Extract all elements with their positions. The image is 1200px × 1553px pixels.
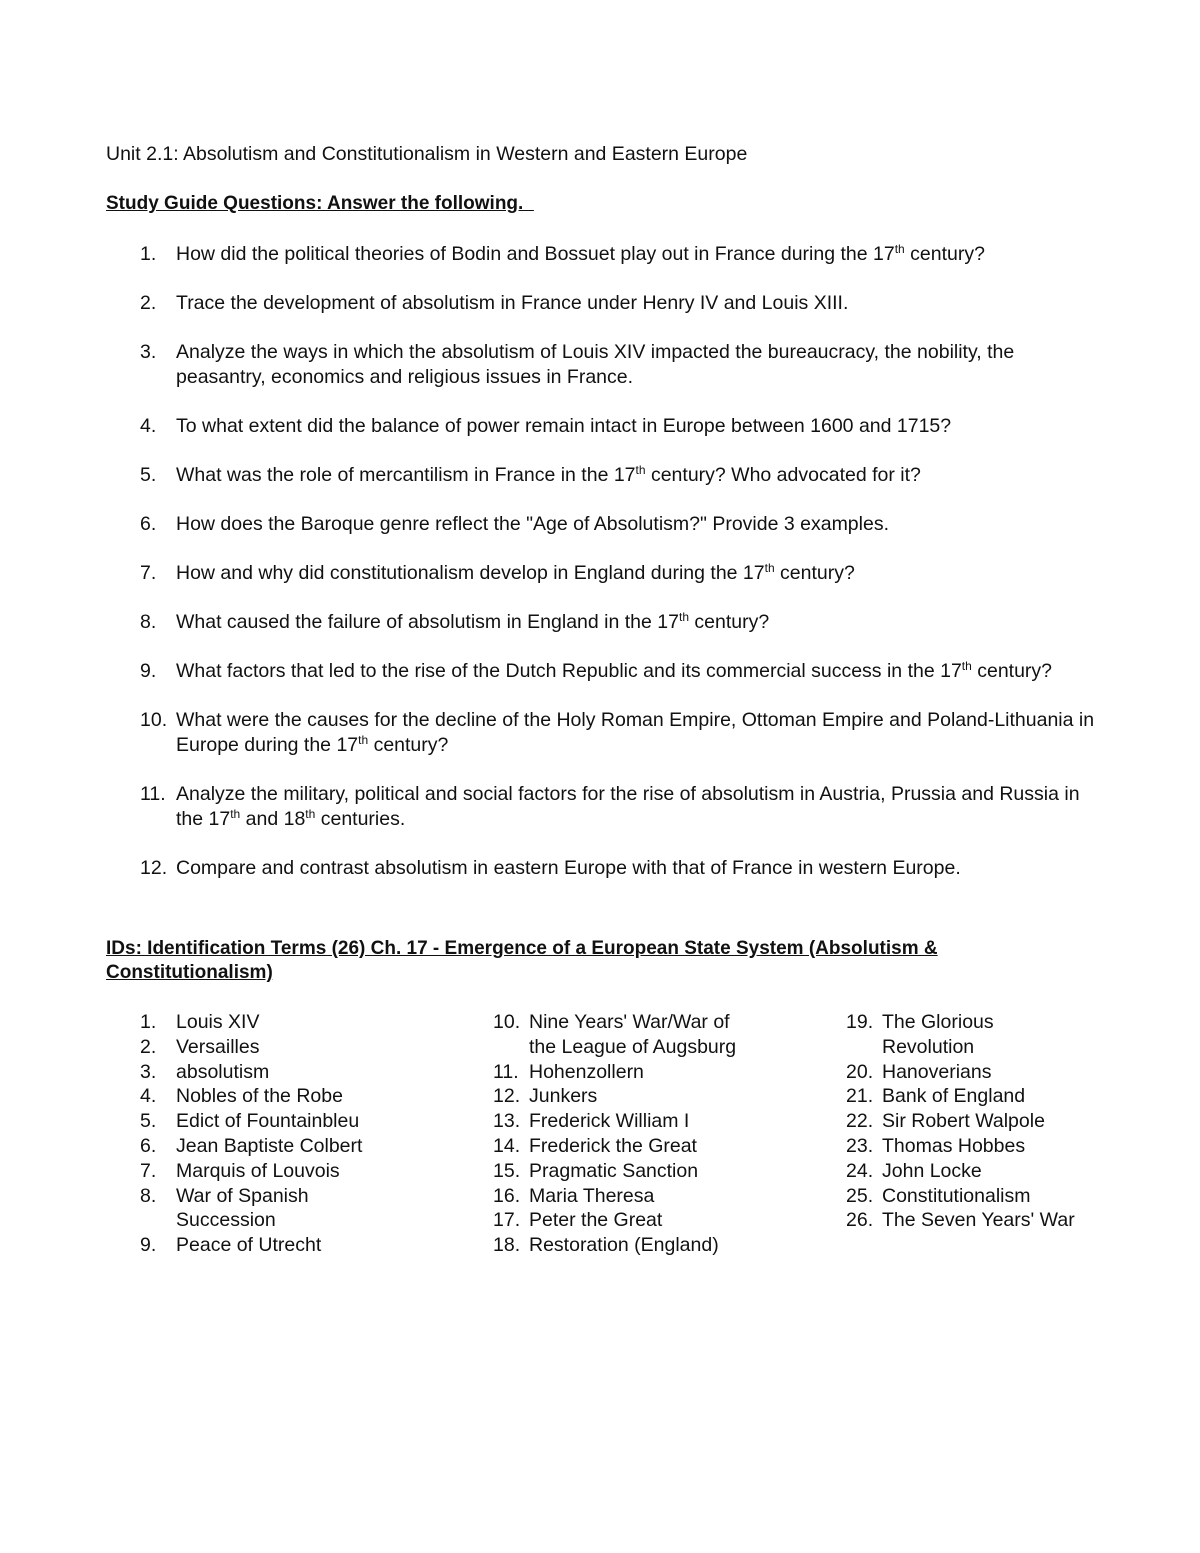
question-text: What factors that led to the rise of the Dutch Republic and its commercial success in the 17th century?	[176, 659, 1053, 682]
term-label: Louis XIV	[176, 1011, 260, 1033]
study-guide-heading: Study Guide Questions: Answer the following.	[106, 193, 534, 214]
question-item	[106, 291, 1096, 316]
term-item	[812, 1184, 1132, 1209]
term-number: 17.	[493, 1209, 521, 1232]
question-text: How does the Baroque genre reflect the "Age of Absolutism?" Provide 3 examples.	[176, 513, 889, 535]
question-text: What were the causes for the decline of the Holy Roman Empire, Ottoman Empire and Poland-Lithuania in Europe during the 17th century?	[176, 709, 1095, 756]
term-item	[106, 1010, 426, 1035]
question-text: Trace the development of absolutism in France under Henry IV and Louis XIII.	[176, 292, 849, 314]
question-number: 5.	[140, 464, 157, 486]
term-item	[459, 1084, 779, 1109]
term-item	[812, 1208, 1132, 1233]
study-guide-question-list	[106, 242, 1096, 905]
term-label: Thomas Hobbes	[882, 1134, 1026, 1157]
question-item	[106, 659, 1096, 684]
question-number: 1.	[140, 243, 157, 265]
ids-heading: IDs: Identification Terms (26) Ch. 17 - Emergence of a European State System (Absolutism & Constitutionalism)	[106, 938, 938, 983]
question-text: To what extent did the balance of power remain intact in Europe between 1600 and 1715?	[176, 415, 952, 437]
term-number: 23.	[846, 1134, 874, 1157]
question-text: Analyze the ways in which the absolutism of Louis XIV impacted the bureaucracy, the nobility, the peasantry, economics and religious issues in France.	[176, 341, 1015, 388]
question-text: How did the political theories of Bodin and Bossuet play out in France during the 17th century?	[176, 242, 985, 265]
term-item	[106, 1035, 426, 1060]
term-item	[459, 1159, 779, 1184]
term-label: War of Spanish Succession	[176, 1184, 309, 1232]
term-label: absolutism	[176, 1060, 270, 1083]
term-item	[812, 1134, 1132, 1159]
term-label: Peter the Great	[529, 1209, 663, 1232]
term-number: 3.	[140, 1060, 157, 1083]
term-number: 13.	[493, 1110, 521, 1133]
term-number: 8.	[140, 1184, 157, 1207]
question-text: What was the role of mercantilism in France in the 17th century? Who advocated for it?	[176, 463, 921, 486]
question-item	[106, 340, 1096, 390]
term-item	[459, 1109, 779, 1134]
question-item	[106, 708, 1096, 758]
term-label: Hanoverians	[882, 1060, 992, 1083]
term-item	[812, 1010, 1132, 1060]
term-number: 5.	[140, 1110, 157, 1133]
question-number: 2.	[140, 292, 157, 314]
term-label: Edict of Fountainbleu	[176, 1110, 360, 1133]
term-item	[106, 1184, 426, 1234]
term-number: 7.	[140, 1159, 157, 1182]
term-number: 18.	[493, 1234, 521, 1257]
term-number: 16.	[493, 1184, 521, 1207]
term-label: Restoration (England)	[529, 1234, 719, 1257]
terms-column-1	[106, 1010, 426, 1258]
term-item	[106, 1233, 426, 1258]
term-number: 1.	[140, 1011, 157, 1033]
term-label: Nobles of the Robe	[176, 1085, 343, 1108]
question-item	[106, 856, 1096, 881]
term-label: Sir Robert Walpole	[882, 1110, 1045, 1133]
question-text: Compare and contrast absolutism in eastern Europe with that of France in western Europe.	[176, 857, 961, 879]
term-number: 10.	[493, 1011, 521, 1033]
term-label: Peace of Utrecht	[176, 1234, 322, 1257]
term-number: 4.	[140, 1085, 157, 1108]
question-item	[106, 414, 1096, 439]
term-label: Jean Baptiste Colbert	[176, 1134, 363, 1157]
term-label: Pragmatic Sanction	[529, 1159, 699, 1182]
term-number: 12.	[493, 1085, 521, 1108]
question-number: 7.	[140, 562, 157, 584]
terms-column-3	[812, 1010, 1132, 1233]
term-item	[459, 1233, 779, 1258]
term-label: Versailles	[176, 1035, 260, 1058]
term-label: Junkers	[529, 1085, 598, 1108]
question-text: How and why did constitutionalism develop in England during the 17th century?	[176, 561, 855, 584]
page-title: Unit 2.1: Absolutism and Constitutionalism in Western and Eastern Europe	[106, 143, 748, 165]
term-label: Constitutionalism	[882, 1184, 1031, 1207]
question-item	[106, 512, 1096, 537]
term-item	[459, 1184, 779, 1209]
term-item	[459, 1010, 779, 1060]
term-item	[812, 1060, 1132, 1085]
term-label: Frederick the Great	[529, 1134, 697, 1157]
question-item	[106, 242, 1096, 267]
term-number: 14.	[493, 1134, 521, 1157]
question-text: What caused the failure of absolutism in England in the 17th century?	[176, 610, 770, 633]
term-item	[106, 1134, 426, 1159]
term-number: 9.	[140, 1234, 157, 1257]
term-item	[106, 1109, 426, 1134]
question-item	[106, 782, 1096, 832]
question-number: 3.	[140, 341, 157, 363]
question-item	[106, 610, 1096, 635]
question-number: 8.	[140, 611, 157, 633]
term-label: The Glorious Revolution	[882, 1011, 994, 1058]
question-number: 9.	[140, 660, 157, 682]
term-number: 6.	[140, 1134, 157, 1157]
term-item	[812, 1109, 1132, 1134]
term-label: Hohenzollern	[529, 1060, 644, 1083]
term-label: Nine Years' War/War of the League of Augsburg	[529, 1011, 737, 1058]
term-number: 15.	[493, 1159, 521, 1182]
term-item	[106, 1159, 426, 1184]
term-number: 25.	[846, 1184, 874, 1207]
term-label: Marquis of Louvois	[176, 1159, 340, 1182]
question-number: 10.	[140, 709, 168, 731]
term-item	[459, 1060, 779, 1085]
term-item	[106, 1060, 426, 1085]
term-label: Bank of England	[882, 1085, 1026, 1108]
term-item	[459, 1134, 779, 1159]
term-number: 26.	[846, 1209, 874, 1232]
term-item	[106, 1084, 426, 1109]
term-label: John Locke	[882, 1159, 982, 1182]
terms-column-2	[459, 1010, 779, 1258]
term-label: The Seven Years' War	[882, 1209, 1075, 1232]
question-item	[106, 463, 1096, 488]
term-item	[812, 1159, 1132, 1184]
question-item	[106, 561, 1096, 586]
term-number: 11.	[493, 1060, 519, 1083]
term-number: 24.	[846, 1159, 874, 1182]
term-label: Maria Theresa	[529, 1184, 655, 1207]
term-label: Frederick William I	[529, 1110, 690, 1133]
term-number: 22.	[846, 1110, 874, 1133]
term-item	[459, 1208, 779, 1233]
term-number: 19.	[846, 1011, 874, 1033]
question-number: 4.	[140, 415, 157, 437]
term-number: 20.	[846, 1060, 874, 1083]
question-number: 6.	[140, 513, 157, 535]
question-number: 11.	[140, 783, 166, 805]
question-text: Analyze the military, political and social factors for the rise of absolutism in Austria, Prussia and Russia in the 17th and 18th centuries.	[176, 783, 1080, 830]
term-number: 21.	[846, 1085, 874, 1108]
question-number: 12.	[140, 857, 168, 879]
term-item	[812, 1084, 1132, 1109]
term-number: 2.	[140, 1035, 157, 1058]
